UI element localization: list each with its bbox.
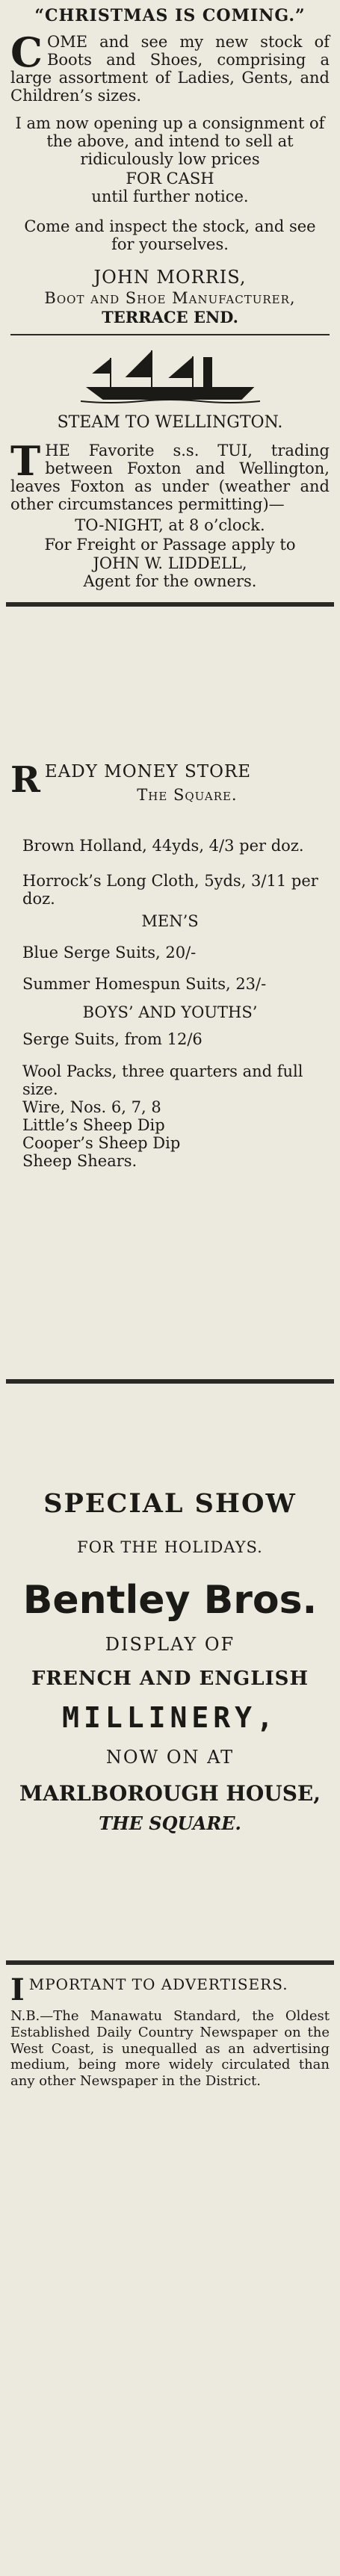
until-notice: until further notice.	[91, 188, 249, 206]
drop-cap: T	[10, 436, 41, 485]
item-serge-boys: Serge Suits, from 12/6	[22, 1030, 203, 1049]
steam-owners: Agent for the owners.	[83, 572, 257, 590]
thick-divider	[6, 602, 334, 607]
christmas-paragraph-2: I am now opening up a consignment of the above, and intend to sell at ridiculously low prices	[15, 114, 325, 168]
special-holidays: FOR THE HOLIDAYS.	[77, 1538, 263, 1557]
mens-heading: MEN’S	[141, 911, 199, 930]
item-serge: Blue Serge Suits, 20/-	[22, 943, 197, 962]
drop-cap: I	[10, 1972, 25, 2008]
christmas-paragraph-3: Come and inspect the stock, and see for yourselves.	[24, 217, 316, 254]
advertisers-title	[0, 1972, 340, 2008]
ready-money-square: The Square.	[137, 786, 238, 805]
ready-money-title	[0, 758, 340, 805]
christmas-title: “CHRISTMAS IS COMING.”	[34, 6, 306, 25]
blank-area	[0, 614, 340, 756]
advertiser-name: JOHN MORRIS,	[93, 266, 247, 288]
christmas-p1-text: OME and see my new stock of Boots and Shoes, comprising a large assortment of Ladies, Gents, and Children’s sizes.	[10, 33, 330, 105]
steam-p1-text: HE Favorite s.s. TUI, trading between Foxton and Wellington, leaves Foxton as under (weather and other circumstances permitting)—	[10, 441, 330, 514]
steam-agent: JOHN W. LIDDELL,	[93, 554, 247, 572]
the-square: THE SQUARE.	[99, 1812, 241, 1834]
special-title: SPECIAL SHOW	[43, 1488, 297, 1520]
ready-money-title-text: EADY MONEY STORE	[44, 761, 252, 781]
item-brown-holland: Brown Holland, 44yds, 4/3 per doz.	[22, 837, 304, 855]
now-on-at: NOW ON AT	[105, 1747, 235, 1768]
advertiser-trade: Boot and Shoe Manufacturer,	[44, 289, 296, 308]
christmas-paragraph-1	[0, 28, 340, 105]
advertiser-place: TERRACE END.	[102, 308, 238, 327]
advertisers-body: N.B.—The Manawatu Standard, the Oldest Established Daily Country Newspaper on the West Coast, is unequalled as an advertising medium, being more widely circulated than any other Newspaper in the District.	[10, 2008, 330, 2089]
item-wool: Wool Packs, three quarters and full size.	[22, 1062, 303, 1098]
thick-divider	[6, 1960, 334, 1965]
marlborough-house: MARLBOROUGH HOUSE,	[19, 1780, 321, 1806]
item-summer: Summer Homespun Suits, 23/-	[22, 975, 267, 994]
drop-cap: R	[10, 758, 40, 801]
for-cash: FOR CASH	[126, 169, 214, 188]
millinery: MILLINERY,	[62, 1701, 278, 1735]
display-of: DISPLAY OF	[105, 1633, 235, 1655]
bentley-bros: Bentley Bros.	[22, 1577, 318, 1623]
steam-paragraph	[0, 436, 340, 514]
steam-freight: For Freight or Passage apply to	[44, 536, 296, 554]
advertisers-title-text: MPORTANT TO ADVERTISERS.	[28, 1975, 288, 1994]
steam-title: STEAM TO WELLINGTON.	[57, 413, 283, 433]
thick-divider	[6, 1379, 334, 1384]
boys-heading: BOYS’ AND YOUTHS’	[82, 1003, 258, 1022]
item-coopers: Cooper’s Sheep Dip	[22, 1134, 181, 1153]
steamship-illustration	[81, 343, 260, 407]
item-littles: Little’s Sheep Dip	[22, 1115, 165, 1134]
divider	[10, 334, 330, 335]
steam-tonight: TO-NIGHT, at 8 o’clock.	[75, 516, 265, 535]
item-shears: Sheep Shears.	[22, 1152, 137, 1171]
item-wire: Wire, Nos. 6, 7, 8	[22, 1097, 161, 1116]
item-horrock: Horrock’s Long Cloth, 5yds, 3/11 per doz.	[22, 871, 318, 908]
french-english: FRENCH AND ENGLISH	[31, 1668, 309, 1691]
drop-cap: C	[10, 28, 43, 76]
